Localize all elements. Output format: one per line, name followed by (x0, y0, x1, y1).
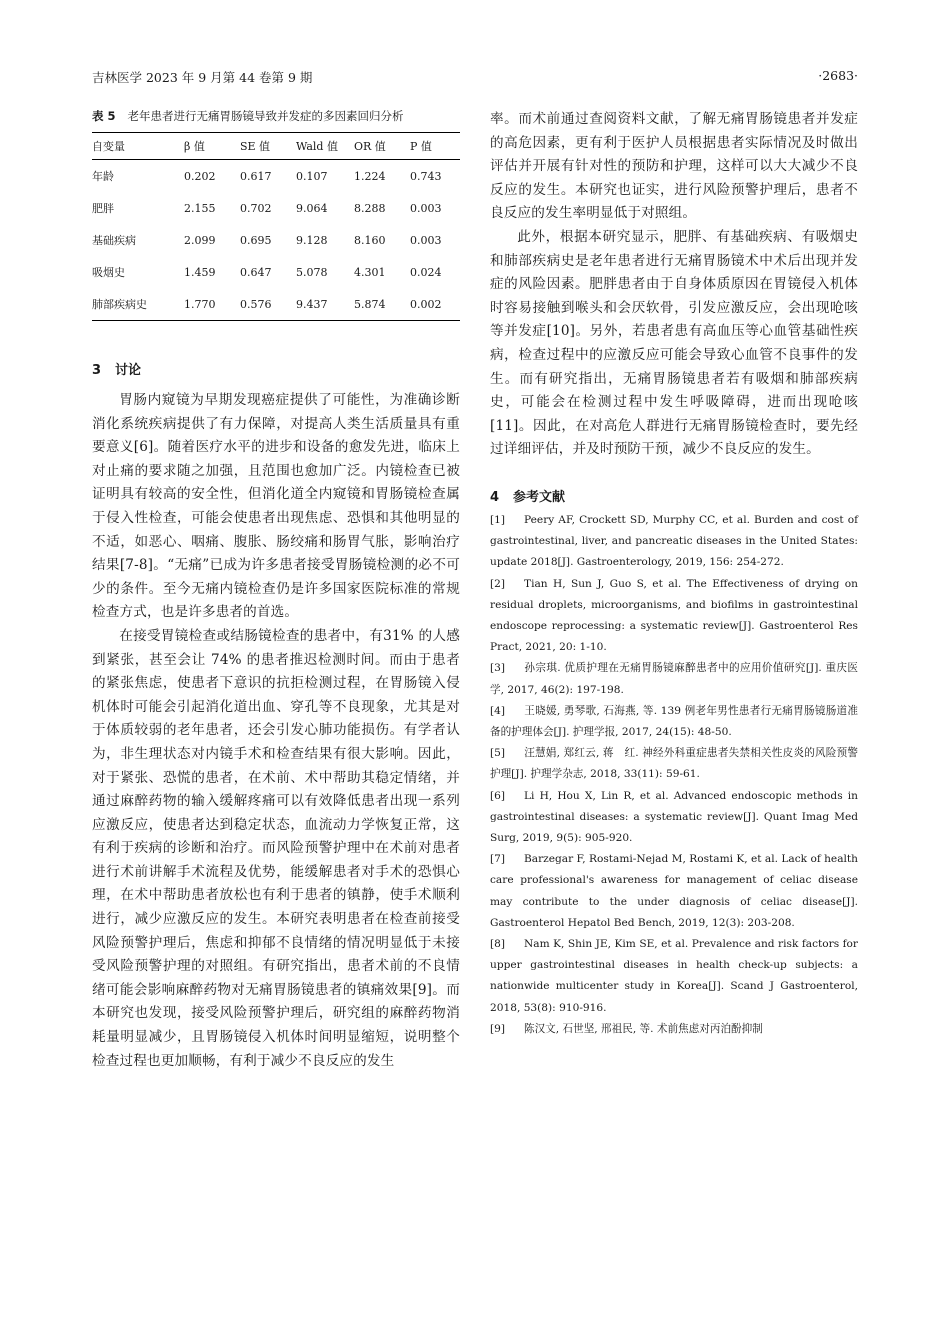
table-cell: 0.002 (410, 297, 442, 311)
table-cell: 1.224 (354, 169, 386, 183)
discussion-paragraph-2-continued: 率。而术前通过查阅资料文献，了解无痛胃肠镜患者并发症的高危因素，更有利于医护人员根据患者实际情况及时做出评估并开展有针对性的预防和护理，这样可以大大减少不良反应的发生。本研究也证实，进行风险预警护理后，患者不良反应的发生率明显低于对照组。 (490, 111, 858, 222)
reference-text: 汪慧娟, 郑红云, 蒋 红. 神经外科重症患者失禁相关性皮炎的风险预警护理[J]. 护理学杂志, 2018, 33(11): 59-61. (490, 747, 858, 781)
section-title: 讨论 (115, 363, 142, 378)
table-cell: 年龄 (92, 170, 114, 183)
reference-text: Tian H, Sun J, Guo S, et al. The Effectiveness of drying on residual droplets, microorganisms, and biofilms in gastrointestinal endoscope reprocessing: a systematic review[J]. Gastroenterol Res Pract, 2021, 20: 1-10. (490, 577, 858, 654)
table-cell: 基础疾病 (92, 234, 136, 247)
table-cell: 8.160 (354, 233, 386, 247)
reference-item (490, 786, 858, 850)
col-header-variable: 自变量 (92, 133, 184, 160)
reference-number: [1] (490, 513, 506, 526)
section-heading-references (490, 488, 858, 508)
right-column (490, 108, 858, 1040)
table-label: 表 5 (92, 109, 116, 123)
reference-item (490, 743, 858, 785)
table-cell: 0.702 (240, 201, 272, 215)
reference-text: Barzegar F, Rostami-Nejad M, Rostami K, et al. Lack of health care professional's awareness for management of celiac disease may contribute to the under diagnosis of celiac disease[J]. Gastroenterol Hepatol Bed Bench, 2019, 12(3): 203-208. (490, 853, 858, 929)
reference-text: 孙宗琪. 优质护理在无痛胃肠镜麻醉患者中的应用价值研究[J]. 重庆医学, 2017, 46(2): 197-198. (490, 662, 858, 696)
table-cell: 0.003 (410, 201, 442, 215)
table-cell: 1.459 (184, 265, 216, 279)
reference-item (490, 934, 858, 1019)
table-cell: 9.064 (296, 201, 328, 215)
reference-item (490, 849, 858, 934)
table-cell: 2.099 (184, 233, 216, 247)
reference-text: Peery AF, Crockett SD, Murphy CC, et al. Burden and cost of gastrointestinal, liver, and pancreatic diseases in the United States: update 2018[J]. Gastroenterology, 2019, 156: 254-272. (490, 513, 858, 569)
reference-item (490, 701, 858, 743)
reference-number: [3] (490, 662, 506, 675)
table-cell: 0.024 (410, 265, 442, 279)
section-title: 参考文献 (513, 489, 566, 505)
table-cell: 吸烟史 (92, 266, 125, 279)
table-caption (92, 108, 460, 124)
table-cell: 1.770 (184, 297, 216, 311)
discussion-paragraph-2: 在接受胃镜检查或结肠镜检查的患者中，有31% 的人感到紧张，甚至会让 74% 的患者推迟检测时间。而由于患者的紧张焦虑，使患者下意识的抗拒检测过程，在胃肠镜入侵机体时可能会引起消化道出血、穿孔等不良现象，尤其是对于体质较弱的老年患者，还会引发心肺功能损伤。有学者认为，非生理状态对内镜手术和检查结果有很大影响。因此，对于紧张、恐慌的患者，在术前、术中帮助其稳定情绪，并通过麻醉药物的输入缓解疼痛可以有效降低患者出现一系列应激反应，使患者达到稳定状态，血流动力学恢复正常，这有利于疾病的诊断和治疗。而风险预警护理中在术前对患者进行术前讲解手术流程及优势，能缓解患者对手术的恐惧心理，在术中帮助患者放松也有利于患者的镇静，使手术顺利进行，减少应激反应的发生。本研究表明患者在检查前接受风险预警护理后，焦虑和抑郁不良情绪的情况明显低于未接受风险预警护理的对照组。有研究指出，患者术前的不良情绪可能会影响麻醉药物对无痛胃肠镜患者的镇痛效果[9]。而本研究也发现，接受风险预警护理后，研究组的麻醉药物消耗量明显减少，且胃肠镜侵入机体时间明显缩短，说明整个检查过程也更加顺畅，有利于减少不良反应的发生 (92, 627, 460, 1069)
table-row (92, 256, 460, 288)
table-cell: 0.107 (296, 169, 328, 183)
table-cell: 9.437 (296, 297, 328, 311)
reference-number: [4] (490, 704, 506, 717)
reference-item (490, 658, 858, 700)
table-cell: 0.617 (240, 169, 272, 183)
reference-number: [2] (490, 577, 506, 590)
table-cell: 0.202 (184, 169, 216, 183)
table-cell: 肥胖 (92, 202, 114, 215)
reference-text: 王晓媛, 勇琴歌, 石海燕, 等. 139 例老年男性患者行无痛胃肠镜肠道准备的护理体会[J]. 护理学报, 2017, 24(15): 48-50. (490, 704, 858, 738)
reference-number: [9] (490, 1022, 506, 1035)
regression-table (92, 132, 460, 321)
reference-item (490, 574, 858, 659)
section-heading-discussion (92, 361, 460, 381)
table-row (92, 192, 460, 224)
reference-text: 陈汉文, 石世坚, 邢祖民, 等. 术前焦虑对丙泊酚抑制 (524, 1022, 763, 1035)
reference-number: [5] (490, 747, 506, 760)
reference-text: Li H, Hou X, Lin R, et al. Advanced endoscopic methods in gastrointestinal diseases: a systematic review[J]. Quant Imag Med Surg, 2019, 9(5): 905-920. (490, 789, 858, 844)
reference-item (490, 1019, 858, 1040)
table-row (92, 160, 460, 193)
reference-item (490, 510, 858, 574)
reference-list (490, 510, 858, 1040)
table-cell: 9.128 (296, 233, 328, 247)
table-cell: 0.576 (240, 297, 272, 311)
table-cell: 0.743 (410, 169, 442, 183)
section-number: 3 (92, 363, 102, 378)
table-row (92, 224, 460, 256)
col-header-wald: Wald 值 (296, 133, 354, 160)
left-column (92, 108, 460, 1073)
page-number: ·2683· (818, 68, 858, 83)
reference-text: Nam K, Shin JE, Kim SE, et al. Prevalence and risk factors for upper gastrointestinal diseases in health check-up subjects: a nationwide multicenter study in Korea[J]. Scand J Gastroenterol, 2018, 53(8): 910-916. (490, 937, 858, 1014)
col-header-or: OR 值 (354, 133, 410, 160)
section-number: 4 (490, 489, 500, 505)
table-cell: 8.288 (354, 201, 386, 215)
table-cell: 肺部疾病史 (92, 298, 147, 311)
table-cell: 2.155 (184, 201, 216, 215)
col-header-beta: β 值 (184, 133, 240, 160)
col-header-se: SE 值 (240, 133, 296, 160)
table-cell: 0.647 (240, 265, 272, 279)
discussion-paragraph-1: 胃肠内窥镜为早期发现癌症提供了可能性，为准确诊断消化系统疾病提供了有力保障，对提高人类生活质量具有重要意义[6]。随着医疗水平的进步和设备的愈发先进，临床上对止痛的要求随之加强，且范围也愈加广泛。内镜检查已被证明具有较高的安全性，但消化道全内窥镜和胃肠镜检查属于侵入性检查，可能会使患者出现焦虑、恐惧和其他明显的不适，如恶心、咽痛、腹胀、肠绞痛和肠胃气胀，影响治疗结果[7-8]。“无痛”已成为许多患者接受胃肠镜检测的必不可少的条件。至今无痛内镜检查仍是许多国家医院标准的常规检查方式，也是许多患者的首选。 (92, 392, 460, 621)
table-cell: 5.874 (354, 297, 386, 311)
reference-number: [8] (490, 937, 506, 950)
col-header-p: P 值 (410, 133, 460, 160)
table-cell: 5.078 (296, 265, 328, 279)
journal-info: 吉林医学 2023 年 9 月第 44 卷第 9 期 (92, 70, 313, 85)
table-cell: 4.301 (354, 265, 386, 279)
table-cell: 0.695 (240, 233, 272, 247)
discussion-paragraph-3: 此外，根据本研究显示，肥胖、有基础疾病、有吸烟史和肺部疾病史是老年患者进行无痛胃肠镜术中术后出现并发症的风险因素。肥胖患者由于自身体质原因在胃镜侵入机体时容易接触到喉头和会厌软骨，引发应激反应，会出现呛咳等并发症[10]。另外，若患者患有高血压等心血管基础性疾病，检查过程中的应激反应可能会导致心血管不良事件的发生。而有研究指出，无痛胃肠镜患者若有吸烟和肺部疾病史，可能会在检测过程中发生呼吸障碍，进而出现呛咳[11]。因此，在对高危人群进行无痛胃肠镜检查时，要先经过详细评估，并及时预防干预，减少不良反应的发生。 (490, 228, 858, 458)
table-header-row (92, 133, 460, 160)
table-cell: 0.003 (410, 233, 442, 247)
reference-number: [7] (490, 853, 506, 866)
table-row (92, 288, 460, 321)
table-caption-text: 老年患者进行无痛胃肠镜导致并发症的多因素回归分析 (127, 109, 404, 123)
reference-number: [6] (490, 789, 506, 802)
page-header (92, 68, 858, 90)
